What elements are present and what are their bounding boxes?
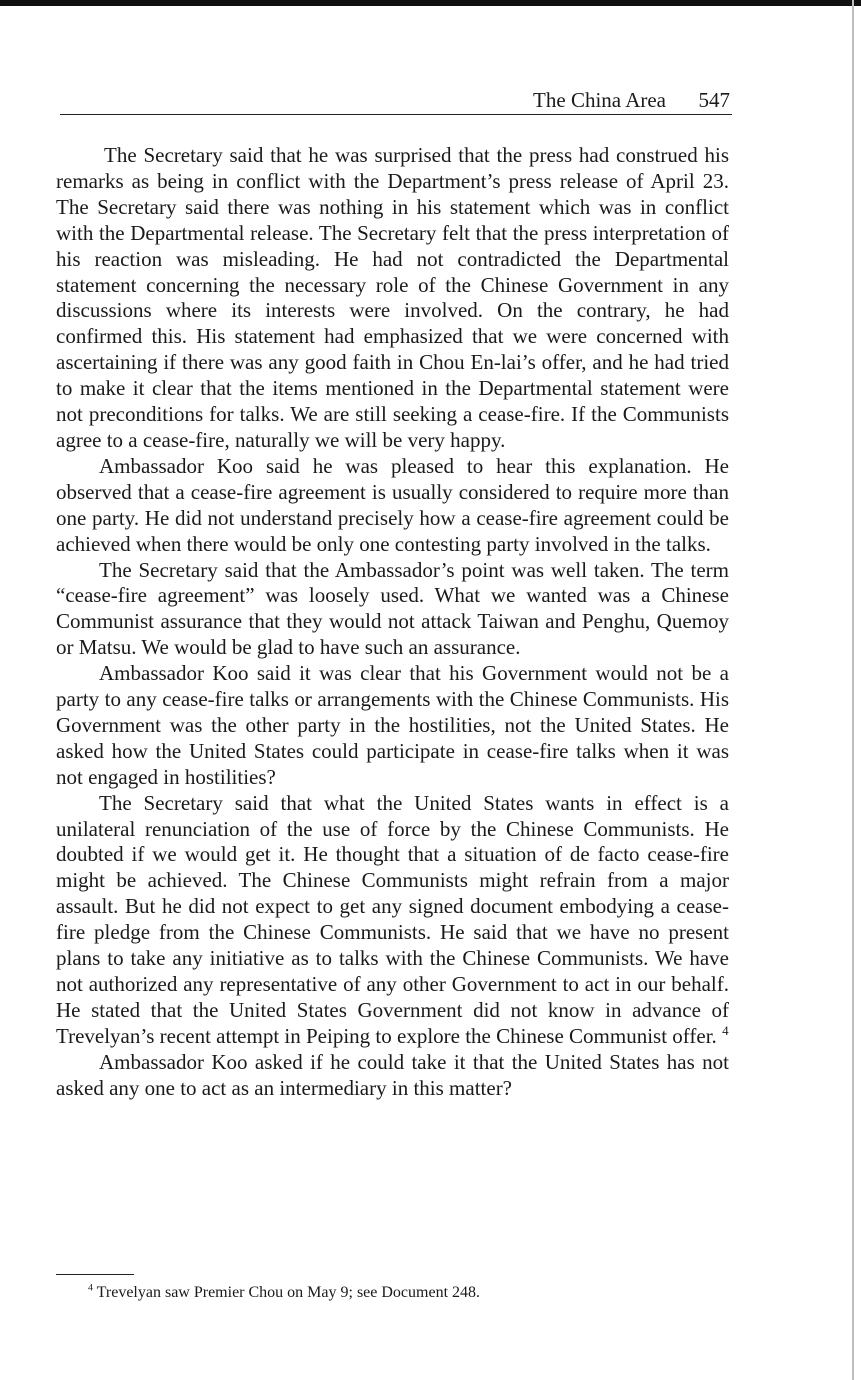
paragraph: The Secretary said that the Ambassador’s point was well taken. The term “cease-fire agreement” was loosely used. What we wanted was a Chinese Communist assurance that they would not attack Taiwan and Penghu, Quemoy or Matsu. We would be glad to have such an assurance. [56,557,729,660]
paragraph-with-footnote [56,791,729,1050]
scan-right-edge [852,0,854,1380]
paragraph: Ambassador Koo said it was clear that his Government would not be a party to any cease-fire talks or arrangements with the Chinese Communists. His Government was the other party in the hostilities, not the United States. He asked how the United States could participate in cease-fire talks when it was not engaged in hostilities? [56,661,729,789]
body-text [56,143,729,1102]
running-title: The China Area [533,88,666,112]
footnote [88,1282,728,1304]
footnote-divider [56,1274,134,1275]
scan-top-edge [0,0,861,6]
page-number: 547 [698,88,730,112]
running-header [60,86,732,115]
footnote-marker: 4 [88,1282,93,1294]
paragraph-text: The Secretary said that what the United States wants in effect is a unilateral renunciation of the use of force by the Chinese Communists. He doubted if we would get it. He thought that a situation of de facto cease-fire might be achieved. The Chinese Communists might refrain from a major assault. But he did not expect to get any signed document embodying a cease-fire pledge from the Chinese Communists. He said that we have no present plans to take any initiative as to talks with the Chinese Communists. We have not authorized any representative of any other Government to act in our behalf. He stated that the United States Government did not know in advance of Trevelyan’s recent attempt in Peiping to explore the Chinese Communist offer. [56,790,729,1048]
paragraph: Ambassador Koo asked if he could take it that the United States has not asked any one to act as an intermediary in this matter? [56,1049,729,1100]
paragraph: Ambassador Koo said he was pleased to hear this explanation. He observed that a cease-fire agreement is usually considered to require more than one party. He did not understand precisely how a cease-fire agreement could be achieved when there would be only one contesting party involved in the talks. [56,453,729,556]
footnote-text: Trevelyan saw Premier Chou on May 9; see Document 248. [96,1284,481,1301]
paragraph: The Secretary said that he was surprised that the press had construed his remarks as being in conflict with the Department’s press release of April 23. The Secretary said there was nothing in his statement which was in conflict with the Departmental release. The Secretary felt that the press interpretation of his reaction was misleading. He had not contradicted the Departmental statement concerning the necessary role of the Chinese Government in any discussions where its interests were involved. On the contrary, he had confirmed this. His statement had emphasized that we were concerned with ascertaining if there was any good faith in Chou En-lai’s offer, and he had tried to make it clear that the items mentioned in the Departmental statement were not preconditions for talks. We are still seeking a cease-fire. If the Communists agree to a cease-fire, naturally we will be very happy. [56,143,729,452]
footnote-reference: 4 [722,1022,729,1038]
